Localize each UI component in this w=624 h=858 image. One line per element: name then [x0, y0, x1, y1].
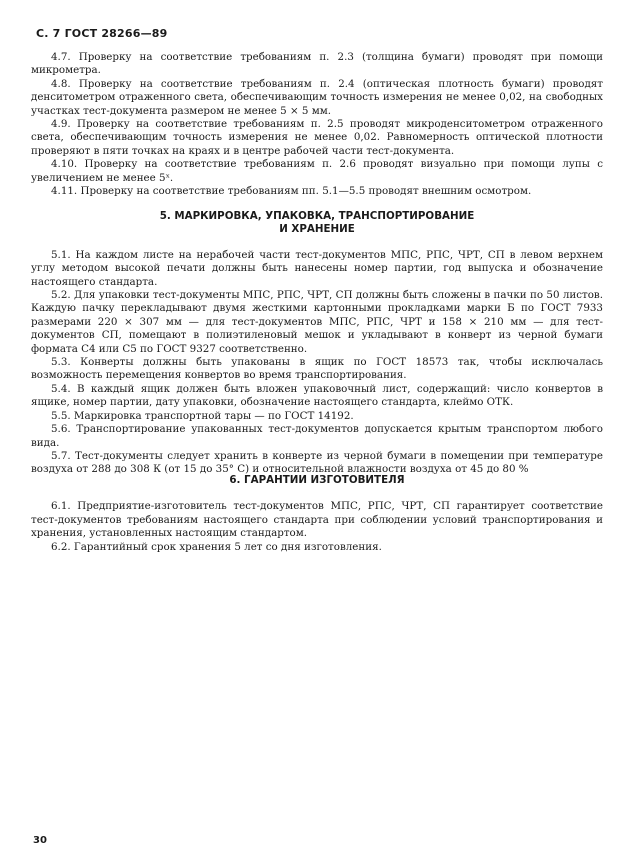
paragraph-5-2: 5.2. Для упаковки тест-документы МПС, РПС, ЧРТ, СП должны быть сложены в пачки по 50 листов. Каждую пачку перекладывают двумя жесткими картонными прокладками марки Б по ГОСТ 7933 размерами 220 × 307 мм — для тест-документов МПС, РПС, ЧРТ и 158 × 210 мм — для тест-документов СП, помещают в полиэтиленовый мешок и укладывают в конверт из черной бумаги формата С4 или С5 по ГОСТ 9327 соответственно.: [31, 289, 603, 355]
paragraph-5-5: 5.5. Маркировка транспортной тары — по ГОСТ 14192.: [51, 409, 354, 422]
section-5-title-line2: И ХРАНЕНИЕ: [279, 223, 355, 236]
section-5-title: [31, 210, 603, 237]
paragraph-4-11: 4.11. Проверку на соответствие требованиям пп. 5.1—5.5 проводят внешним осмотром.: [51, 185, 532, 198]
paragraph-6-1: 6.1. Предприятие-изготовитель тест-документов МПС, РПС, ЧРТ, СП гарантирует соответствие тест-документов требованиям настоящего стандарта при соблюдении условий транспортирования и хранения, установленных настоящим стандартом.: [31, 500, 603, 540]
paragraph-4-7: 4.7. Проверку на соответствие требованиям п. 2.3 (толщина бумаги) проводят при помощи микрометра.: [31, 51, 603, 77]
page-number: 30: [33, 835, 47, 846]
paragraph-4-10: 4.10. Проверку на соответствие требованиям п. 2.6 проводят визуально при помощи лупы с увеличением не менее 5ˣ.: [31, 158, 603, 184]
section-5: [31, 210, 603, 477]
paragraph-5-4: 5.4. В каждый ящик должен быть вложен упаковочный лист, содержащий: число конвертов в ящике, номер партии, дату упаковки, обозначение настоящего стандарта, клеймо ОТК.: [31, 382, 603, 409]
paragraph-5-6: 5.6. Транспортирование упакованных тест-документов допускается крытым транспортом любого вида.: [31, 423, 603, 449]
paragraph-5-1: 5.1. На каждом листе на нерабочей части тест-документов МПС, РПС, ЧРТ, СП в левом верхнем углу методом высокой печати должны быть нанесены номер партии, год выпуска и обозначение настоящего стандарта.: [31, 248, 603, 288]
paragraph-5-7: 5.7. Тест-документы следует хранить в конверте из черной бумаги в помещении при температуре воздуха от 288 до 308 К (от 15 до 35° С) и относительной влажности воздуха от 45 до 80 %: [31, 449, 603, 476]
section-4-tail: [31, 51, 603, 198]
paragraph-4-9: 4.9. Проверку на соответствие требованиям п. 2.5 проводят микроденситометром отраженного света, обеспечивающим точность измерения не менее 0,02. Равномерность оптической плотности проверяют в пяти точках на краях и в центре рабочей части тест-документа.: [31, 118, 603, 157]
section-6: [31, 474, 603, 554]
page-header: С. 7 ГОСТ 28266—89: [36, 27, 168, 40]
paragraph-4-8: 4.8. Проверку на соответствие требованиям п. 2.4 (оптическая плотность бумаги) проводят денситометром отраженного света, обеспечивающим точность измерения не менее 0,02, на свободных участках тест-документа размером не менее 5 × 5 мм.: [31, 77, 603, 117]
paragraph-6-2: 6.2. Гарантийный срок хранения 5 лет со дня изготовления.: [51, 540, 382, 553]
section-6-title: 6. ГАРАНТИИ ИЗГОТОВИТЕЛЯ: [229, 474, 405, 486]
section-5-title-line1: 5. МАРКИРОВКА, УПАКОВКА, ТРАНСПОРТИРОВАНИЕ: [159, 210, 475, 222]
paragraph-5-3: 5.3. Конверты должны быть упакованы в ящик по ГОСТ 18573 так, чтобы исключалась возможность перемещения конвертов во время транспортирования.: [31, 356, 603, 382]
